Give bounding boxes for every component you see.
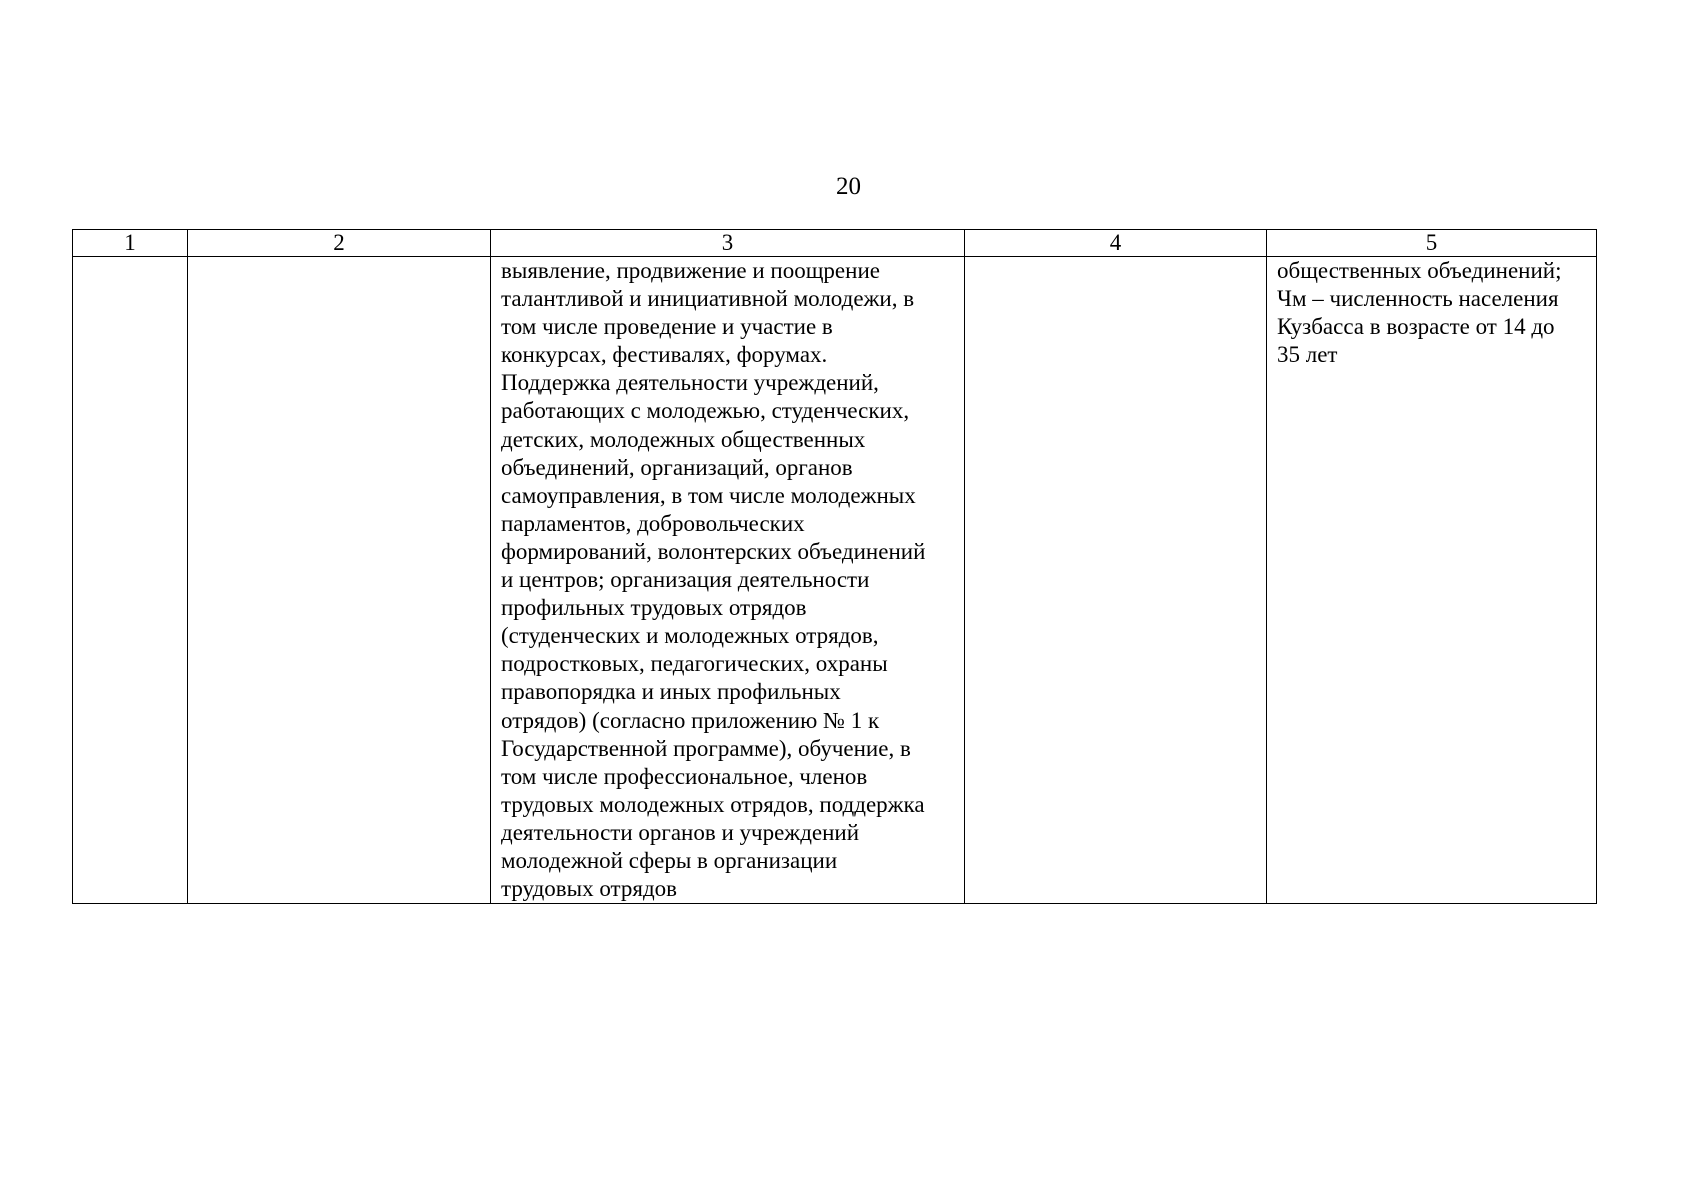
col3-line: деятельности органов и учреждений bbox=[501, 819, 860, 845]
col3-line: том числе профессиональное, членов bbox=[501, 763, 868, 789]
cell-col3 bbox=[491, 257, 965, 904]
column-header-4: 4 bbox=[965, 230, 1267, 257]
column-header-2: 2 bbox=[188, 230, 491, 257]
table-row bbox=[73, 257, 1597, 904]
column-header-3: 3 bbox=[491, 230, 965, 257]
col3-line: и центров; организация деятельности bbox=[501, 567, 870, 593]
col3-line: работающих с молодежью, студенческих, bbox=[501, 398, 910, 424]
col3-line: объединений, организаций, органов bbox=[501, 454, 853, 480]
cell-col3-text bbox=[501, 257, 954, 903]
cell-col1 bbox=[73, 257, 188, 904]
col3-line: парламентов, добровольческих bbox=[501, 510, 805, 536]
col3-line: талантливой и инициативной молодежи, в bbox=[501, 286, 915, 312]
col5-line: Чм – численность населения bbox=[1277, 286, 1559, 312]
cell-col2 bbox=[188, 257, 491, 904]
column-header-1: 1 bbox=[73, 230, 188, 257]
table-header-row bbox=[73, 230, 1597, 257]
col3-line: выявление, продвижение и поощрение bbox=[501, 258, 880, 283]
col3-line: отрядов) (согласно приложению № 1 к bbox=[501, 707, 880, 733]
col3-line: правопорядка и иных профильных bbox=[501, 679, 841, 705]
col3-line: том числе проведение и участие в bbox=[501, 314, 833, 340]
col3-line: профильных трудовых отрядов bbox=[501, 595, 807, 621]
col3-line: Поддержка деятельности учреждений, bbox=[501, 370, 879, 396]
page-number: 20 bbox=[836, 173, 861, 200]
cell-col5-text bbox=[1277, 257, 1586, 369]
col3-line: подростковых, педагогических, охраны bbox=[501, 651, 888, 677]
col3-line: конкурсах, фестивалях, форумах. bbox=[501, 342, 828, 368]
col3-line: (студенческих и молодежных отрядов, bbox=[501, 623, 879, 649]
col3-line: формирований, волонтерских объединений bbox=[501, 538, 926, 564]
col5-line: общественных объединений; bbox=[1277, 258, 1562, 283]
col3-line: трудовых отрядов bbox=[501, 876, 678, 902]
col5-line: Кузбасса в возрасте от 14 до bbox=[1277, 314, 1555, 340]
col3-line: самоуправления, в том числе молодежных bbox=[501, 482, 916, 508]
col3-line: Государственной программе), обучение, в bbox=[501, 735, 911, 761]
col3-line: трудовых молодежных отрядов, поддержка bbox=[501, 791, 925, 817]
document-table bbox=[72, 229, 1597, 904]
cell-col4 bbox=[965, 257, 1267, 904]
col3-line: молодежной сферы в организации bbox=[501, 847, 838, 873]
col5-line: 35 лет bbox=[1277, 342, 1338, 368]
cell-col5 bbox=[1267, 257, 1597, 904]
col3-line: детских, молодежных общественных bbox=[501, 426, 866, 452]
column-header-5: 5 bbox=[1267, 230, 1597, 257]
